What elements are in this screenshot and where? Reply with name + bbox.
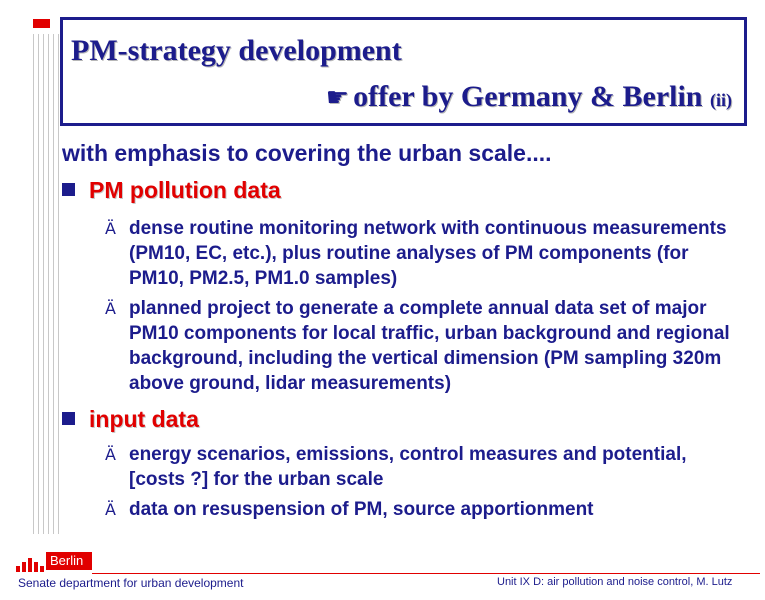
arrow-bullet-icon: Ä bbox=[105, 219, 116, 238]
pointing-hand-icon: ☛ bbox=[325, 83, 350, 113]
arrow-bullet-icon: Ä bbox=[105, 500, 116, 519]
list-item: Ä energy scenarios, emissions, control measures and potential, [costs ?] for the urban scale bbox=[105, 444, 687, 490]
red-accent-bar bbox=[33, 19, 50, 28]
arrow-bullet-icon: Ä bbox=[105, 445, 116, 464]
decorative-vertical-lines bbox=[33, 34, 59, 534]
subtitle-suffix: (ii) bbox=[710, 90, 732, 110]
slide-title: PM-strategy development bbox=[71, 34, 402, 67]
list-item: Ä data on resuspension of PM, source apportionment bbox=[105, 499, 594, 520]
square-bullet-icon bbox=[62, 412, 75, 425]
footer-right-text: Unit IX D: air pollution and noise control, M. Lutz bbox=[497, 576, 733, 588]
subtitle-main: offer by Germany & Berlin bbox=[353, 80, 703, 113]
square-bullet-icon bbox=[62, 183, 75, 196]
list-item: Ä planned project to generate a complete annual data set of major PM10 components for local traffic, urban background and regional background, including the vertical dimension (PM sampling 320m above ground, lidar measurements) bbox=[105, 298, 730, 394]
title-box bbox=[60, 17, 747, 126]
berlin-logo-text: Berlin bbox=[46, 552, 92, 570]
section-title-pm-pollution: PM pollution data bbox=[62, 177, 281, 204]
intro-text: with emphasis to covering the urban scale.... bbox=[62, 140, 552, 166]
arrow-bullet-icon: Ä bbox=[105, 299, 116, 318]
footer-left-text: Senate department for urban development bbox=[18, 576, 244, 590]
footer-divider bbox=[92, 573, 760, 574]
slide-subtitle bbox=[326, 80, 732, 114]
list-item: Ä dense routine monitoring network with continuous measurements (PM10, EC, etc.), plus routine analyses of PM components (for PM10, PM2.5, PM1.0 samples) bbox=[105, 218, 727, 289]
section-title-input-data: input data bbox=[62, 406, 199, 433]
